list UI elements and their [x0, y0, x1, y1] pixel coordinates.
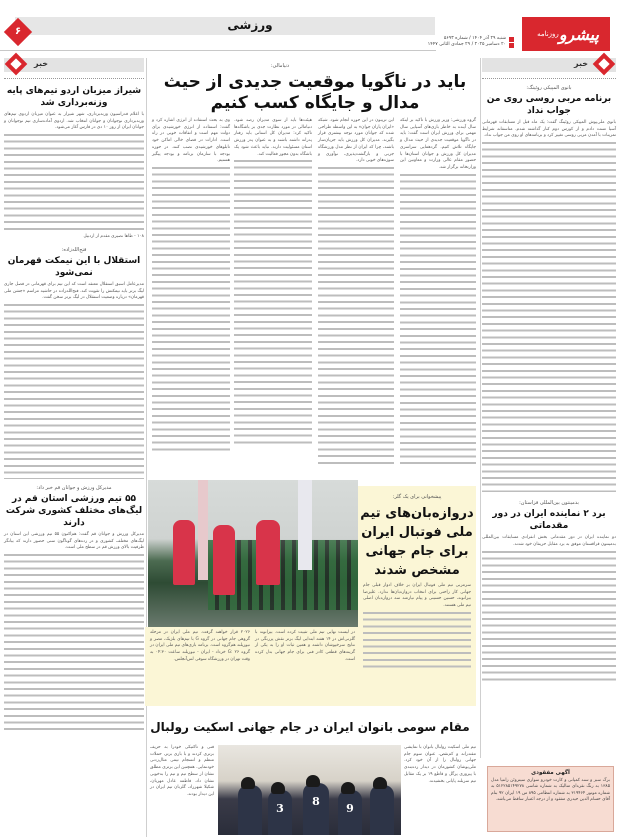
story-title: دروازه‌بان‌های تیم ملی فوتبال ایران برای جام جهانی مشخص شدند: [360, 506, 474, 578]
logo-prefix: روزنامه: [537, 30, 559, 38]
story-title: شیراز میزبان اردو تیم‌های پایه وزنه‌برداری شد: [6, 86, 142, 108]
story-lead: بانوی ملی‌پوش المپیکی روئینگ گفت: یک ماه قبل از مسابقات قهرمانی آسیا تست دادم و از کورس دوم کنار گذاشته شدم. متاسفانه شرایط تمرینات با آمدن مربی روسی تغییر کرد و برنامه‌های او روی من جواب نداد.: [482, 120, 616, 139]
skater-figure: 8: [303, 783, 329, 835]
story-kicker: مدیرکل ورزش و جوانان قم خبر داد:: [36, 484, 112, 491]
section-title: ورزشی: [227, 18, 273, 32]
header-rule: [0, 50, 436, 51]
rollerball-team-photo: [218, 745, 401, 835]
story-kicker: بدمینتون بین‌المللی فزاستان:: [519, 500, 579, 507]
news-label: خبر: [573, 59, 588, 68]
skater-figure: [238, 785, 262, 835]
goalkeeper-figure: [173, 520, 195, 585]
issue-date-persian: شنبه ۲۹ آذر ۱۴۰۴ / شماره ۵۶۹۳: [443, 36, 506, 41]
news-diamond-icon: [5, 53, 28, 76]
page-number-badge: ۶: [4, 18, 32, 46]
dotted-divider: [4, 78, 144, 79]
story-body-text: [4, 304, 144, 479]
story-body-text: [482, 142, 616, 492]
right-news-column: [482, 58, 616, 681]
main-story-col-3: هیئت‌ها باید از سوی مدیران رصد شود. دنیامالی در مورد نظارت جدی بر باشگاه‌ها تاکید کرد: مدیران کل استانی باید رفتار پدرانه داشته باشند و به عنوان پدر ورزش استان مسئولیت دارند. نباید باعث شود یک باشگاه بدون مجوز فعالیت کند.: [234, 118, 312, 445]
notice-text: برگ سبز و سند کمپانی و کارت خودرو سواری سیتروئن زانتیا مدل ۱۳۸۵ به رنگ نقره‌ای متالیک به شماره شاسی ۵۱۲۲۸۵۱۴۹۲۷۸ به شماره موتور ۳۱۹۴۶۴ به شماره انتظامی ۸۹۵ س ۱۹ ایران ۹۲ بنام آقای حسام الدین حیدری مفقود و از درجه اعتبار ساقط می‌باشد.: [491, 778, 611, 803]
newspaper-logo: [522, 17, 610, 51]
story-title: برد ۲ نماینده ایران در دور مقدماتی: [492, 509, 606, 532]
rollerball-headline: مقام سومی بانوان ایران در جام جهانی اسکیت رولبال: [150, 720, 470, 734]
goalkeeper-col-b: ۲۰۲۶ قرار خواهند گرفت. تیم ملی ایران در مرحله گروهی جام جهانی در گروه G با تیم‌های بلژیک، مصر و نیوزیلند هم‌گروه است. برنامه بازی‌های تیم ملی ایران در گروه G: ۲۶ خرداد - ایران - نیوزیلند ساعت ۰۴:۳۰ به وقت تهران در ورزشگاه سوفی لس‌آنجلس.: [150, 630, 250, 662]
goalkeepers-photo: [148, 480, 358, 627]
column-divider: [480, 58, 481, 758]
masthead: [0, 17, 620, 51]
rollerball-text-left: فنی و تاکتیکی خودرا به حریف برتری کردند و با بازی برتر، حملات منظم و انسجام تیمی مثال‌زدنی خودنمایی. همچنین این برتری مطلق نشان از سطح تیم و تیم را به‌خوبی نشان داد. فاطمه عادل مهربان، شکیلا شهرزاد، گلزنان تیم ایران در این دیدار بودند.: [150, 745, 214, 797]
story-lead: مدیرعامل اسبق استقلال معتقد است که این تیم برای قهرمانی در فصل جاری لیگ برتر باید نیمکتش را تقویت کند. فتح‌الله‌زاده در حاشیه مراسم «جشن ملی قهرمان» درباره وضعیت استقلال در لیگ برتر سخن گفت.: [4, 281, 144, 301]
story-kicker: فتح‌الله‌زاده:: [61, 246, 87, 253]
news-label-bar: [4, 58, 144, 72]
notice-title: آگهی مفقودی: [531, 770, 570, 776]
story-kicker: بانوی المپیکی روئینگ:: [526, 85, 572, 91]
story-body-text: [4, 554, 144, 734]
main-story-col-2: این تریبون در این حوزه انجام شود. شبکه «ایران پاران جوان» به این واسطه طراحی شده که جوانان مورد توجه بیشتری قرار بگیرند. مدیران کل ورزش باید جریان‌ساز باشند، چرا که ایران از نظر مدل ورزشگاه جربی و بازگشت‌پذیری، نوآوری و سوژه‌های خوبی دارد.: [318, 118, 394, 467]
issue-info: [428, 36, 514, 48]
story-lead: مدیرکل ورزش و جوانان قم گفت: هم‌اکنون ۵۵ تیم ورزشی این استان در لیگ‌های مختلف کشوری و در رده‌های گوناگون سنی حضور دارند که بیانگر ظرفیت بالای ورزش قم در سطح ملی است.: [4, 531, 144, 551]
story-lead: دو نماینده ایران در دور مقدماتی بخش انفرادی مسابقات بین‌المللی بدمینتون قزاقستان موفق به برد مقابل حریفان خود شدند.: [482, 535, 616, 547]
skater-figure: 9: [338, 790, 362, 835]
goalkeeper-figure: [213, 525, 235, 595]
rollerball-text-right: تیم ملی اسکیت رولبال بانوان با نمایشی مقتدرانه و کم‌نقص، عنوان سوم جام جهانی رولبال را از آن خود کرد. ملی‌پوشان کشورمان در دیدار رده‌بندی با پیروزی پرگل و قاطع ۱۹ بر یک مقابل تیم سربلند پایانی بخشیدند.: [404, 745, 476, 784]
news-label-bar: [482, 58, 616, 72]
left-news-column: [4, 58, 144, 734]
lost-notice-box: [487, 766, 614, 832]
red-square-icon: [509, 37, 514, 42]
story-lead: سرمربی تیم ملی فوتبال ایران بر خلاف ادوار قبلی جام جهانی کار راحتی برای انتخاب دروازه‌بان‌ها ندارد. علیرضا بیرانوند، حسین حسینی و پیام نیازمند سه دروازه‌بان اصلی تیم ملی هستند.: [363, 583, 471, 609]
skater-figure: 3: [268, 790, 292, 835]
main-story-col-4: وی به بحث استفاده از انرژی اشاره کرد و گفت: استفاده از انرژی خورشیدی برای دولت مهم است و اتفاقات خوبی در راه است. ادارات در فضای خالی اماکن خود تابلوهای خورشیدی نصب کنند. در حوزه بودجه با سازمان برنامه و بودجه پیگیر هستیم.: [152, 118, 230, 452]
skater-figure: [370, 785, 394, 835]
goalkeeper-figure: [256, 520, 280, 585]
story-body-text: [4, 134, 144, 234]
main-story-kicker: دنیامالی:: [270, 63, 290, 69]
story-footnote: ۱۰۸ - طاها نصیری مقدم از اردبیل: [83, 234, 144, 240]
story-lead: با اعلام فدراسیون وزنه‌برداری، شهر شیراز به عنوان میزبان اردوی تیم‌های وزنه‌برداری نوجوانان و جوانان انتخاب شد. اردوی آماده‌سازی تیم نوجوانان و جوانان ایران از روز ۱۰ دی در فارس آغاز می‌شود.: [4, 112, 144, 131]
column-divider: [146, 58, 147, 837]
story-title: استقلال با این نیمکت قهرمان نمی‌شود: [7, 255, 141, 278]
news-diamond-icon: [593, 53, 616, 76]
logo-name: پیشرو: [558, 24, 599, 44]
main-story-headline: باید در ناگویا موقعیت جدیدی از حیث مدال و جایگاه کسب کنیم: [163, 72, 467, 113]
story-body-text: [482, 551, 616, 681]
goalkeeper-story-box: [358, 486, 476, 706]
red-square-icon: [509, 43, 514, 48]
story-kicker: پیشخوانی برای یک گلر:: [392, 494, 442, 500]
story-title: برنامه مربی روسی روی من جواب نداد: [486, 94, 612, 116]
main-story-col-1: گروه ورزشی: وزیر ورزش با تاکید بر اینکه سال آینده به خاطر بازی‌های آسیایی سال مهمی برای ورزش ایران است گفت: باید در ناگویا موقعیت جدیدی از حیث مدال و جایگاه تلاش کنیم. گردهمایی سراسری مدیران کل ورزش و جوانان استان‌ها با حضور مقام عالی وزارت و معاونین این وزارتخانه برگزار شد.: [400, 118, 476, 464]
news-label: خبر: [34, 59, 49, 68]
story-title: ۵۵ تیم ورزشی استان قم در لیگ‌های مختلف کشوری شرکت دارند: [5, 493, 143, 528]
issue-date-gregorian: ۲۰ دسامبر ۲۰۲۵ / ۲۹ جمادی الثانی ۱۴۴۷: [427, 42, 506, 47]
dotted-divider: [482, 78, 616, 79]
goalkeeper-col-a: در لیست نهایی تیم ملی تثبیت کرده است. بیرانوند با گلزنی‌اش در ۱۴ هفته ابتدایی لیگ برتر نقش پررنگی در نتایج سرخپوشان داشته و همین ثبات او را به یکی از گزینه‌های قطعی کادر فنی برای جام جهانی بدل کرده است.: [255, 630, 355, 662]
